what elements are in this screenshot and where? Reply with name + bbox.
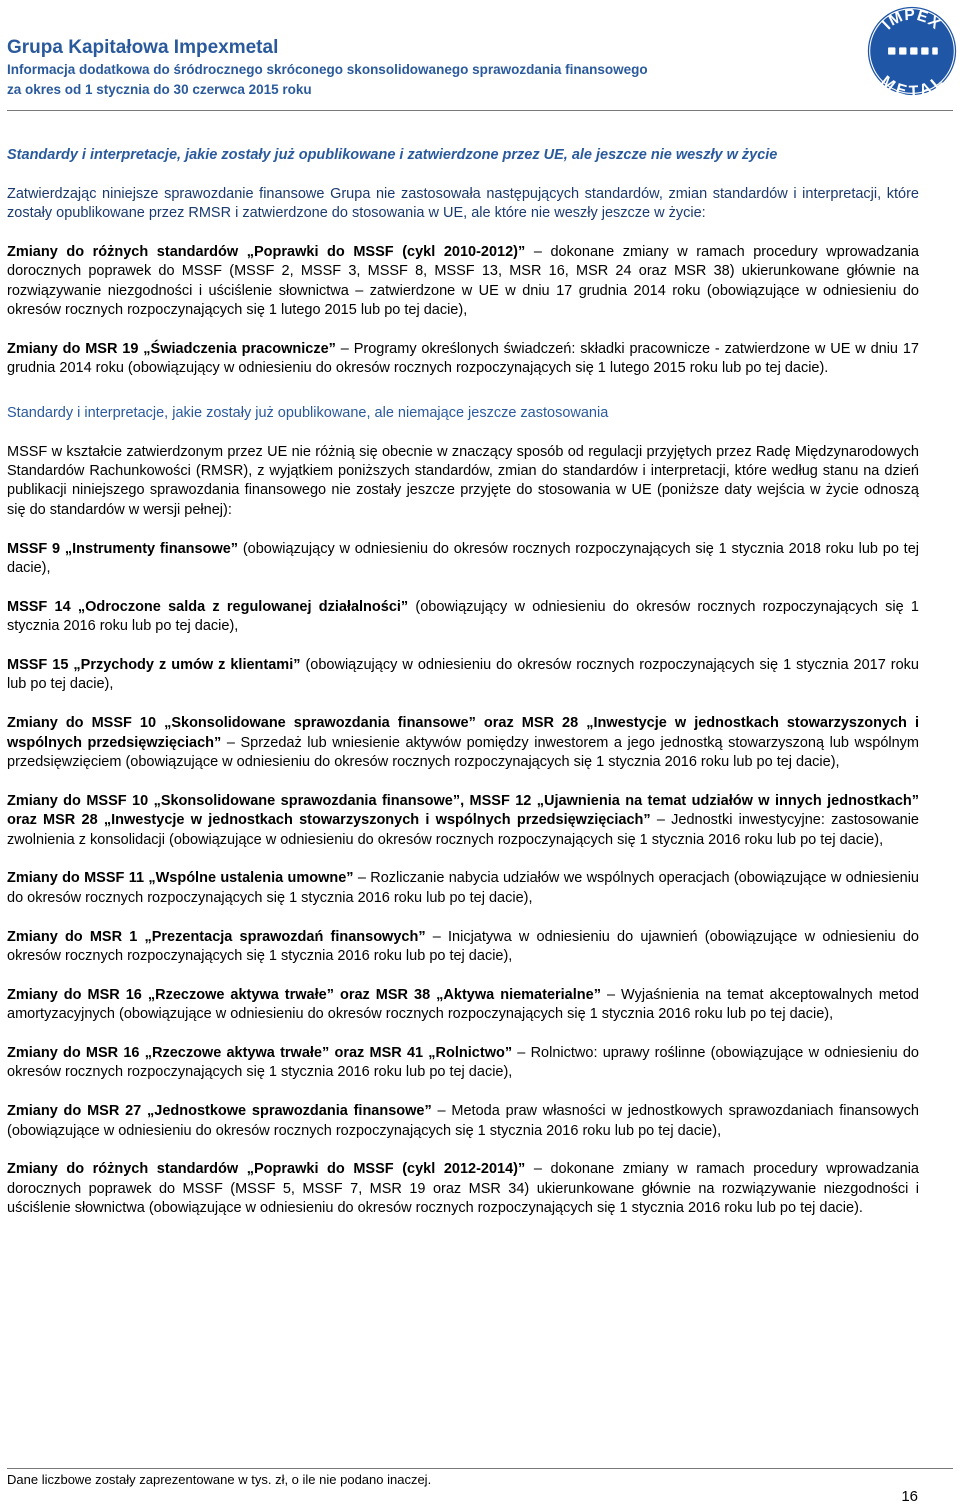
standard-title: Zmiany do MSR 16 „Rzeczowe aktywa trwałe” oraz MSR 41 „Rolnictwo” bbox=[7, 1045, 513, 1062]
standard-item bbox=[7, 1044, 919, 1083]
page-header bbox=[7, 36, 867, 100]
standard-title: Zmiany do MSSF 10 „Skonsolidowane sprawozdania finansowe” oraz MSR 28 „Inwestycje w jednostkach stowarzyszonych i wspólnych przedsięwzięciach” bbox=[7, 715, 919, 751]
pending-standards-list bbox=[7, 540, 919, 1219]
document-body bbox=[7, 146, 919, 1219]
standard-title: Zmiany do MSR 27 „Jednostkowe sprawozdania finansowe” bbox=[7, 1103, 432, 1120]
section-heading-approved: Standardy i interpretacje, jakie zostały już opublikowane i zatwierdzone przez UE, ale jeszcze nie weszły w życie bbox=[7, 147, 778, 163]
standard-title: MSSF 9 „Instrumenty finansowe” bbox=[7, 540, 239, 557]
standard-description: – Jednostki inwestycyjne: zastosowanie zwolnienia z konsolidacji (obowiązujące w odniesieniu do okresów rocznych rozpoczynających się 1 stycznia 2016 roku lub po tej dacie), bbox=[7, 812, 919, 848]
standard-description: – Rozliczanie nabycia udziałów we wspólnych operacjach (obowiązujące w odniesieniu do okresów rocznych rozpoczynających się 1 stycznia 2016 roku lub po tej dacie), bbox=[7, 870, 919, 906]
standard-description: (obowiązujący w odniesieniu do okresów rocznych rozpoczynających się 1 stycznia 2017 roku lub po tej dacie), bbox=[7, 657, 919, 693]
standard-description: – Rolnictwo: uprawy roślinne (obowiązujące w odniesieniu do okresów rocznych rozpoczynających się 1 stycznia 2016 roku lub po tej dacie), bbox=[7, 1045, 919, 1081]
standard-description: – Programy określonych świadczeń: składki pracownicze - zatwierdzone w UE w dniu 17 grudnia 2014 roku (obowiązujący w odniesieniu do okresów rocznych rozpoczynających się 1 lutego 2015 roku lub po tej dacie). bbox=[7, 341, 919, 377]
standard-title: Zmiany do różnych standardów „Poprawki do MSSF (cykl 2012-2014)” bbox=[7, 1161, 526, 1178]
standard-title: MSSF 15 „Przychody z umów z klientami” bbox=[7, 657, 301, 674]
footnote: Dane liczbowe zostały zaprezentowane w tys. zł, o ile nie podano inaczej. bbox=[7, 1472, 432, 1487]
approved-standards-list bbox=[7, 243, 919, 379]
standard-item bbox=[7, 869, 919, 908]
report-period: za okres od 1 stycznia do 30 czerwca 2015 roku bbox=[7, 82, 312, 97]
standard-description: – dokonane zmiany w ramach procedury wprowadzania dorocznych poprawek do MSSF (MSSF 5, MSSF 7, MSR 19 oraz MSR 34) ukierunkowane głównie na rozwiązywanie niezgodności i uściślenie słownictwa (obowiązujące w odniesieniu do okresów rocznych rozpoczynających się 1 stycznia 2016 roku lub po tej dacie). bbox=[7, 1161, 919, 1217]
logo-top-text: IMPEX bbox=[879, 6, 944, 34]
section-intro-approved: Zatwierdzając niniejsze sprawozdanie finansowe Grupa nie zastosowała następujących standardów, zmian standardów i interpretacji, które zostały opublikowane przez RMSR i zatwierdzone do stosowania w UE, ale które nie weszły jeszcze w życie: bbox=[7, 185, 919, 222]
report-title: Informacja dodatkowa do śródrocznego skróconego skonsolidowanego sprawozdania finansowego bbox=[7, 62, 648, 77]
standard-title: Zmiany do MSSF 11 „Wspólne ustalenia umowne” bbox=[7, 870, 354, 887]
standard-title: Zmiany do MSR 16 „Rzeczowe aktywa trwałe” oraz MSR 38 „Aktywa niematerialne” bbox=[7, 986, 601, 1003]
standard-item bbox=[7, 656, 919, 695]
standard-description: – Metoda praw własności w jednostkowych sprawozdaniach finansowych (obowiązujące w odniesieniu do okresów rocznych rozpoczynających się 1 stycznia 2016 roku lub po tej dacie), bbox=[7, 1103, 919, 1139]
logo-bottom-text: METAL bbox=[877, 72, 947, 97]
standard-item bbox=[7, 243, 919, 321]
page-number: 16 bbox=[901, 1488, 918, 1505]
header-divider bbox=[7, 110, 953, 111]
standard-description: (obowiązujący w odniesieniu do okresów rocznych rozpoczynających się 1 stycznia 2016 roku lub po tej dacie), bbox=[7, 598, 919, 635]
standard-title: Zmiany do różnych standardów „Poprawki do MSSF (cykl 2010-2012)” bbox=[7, 244, 526, 260]
standard-item bbox=[7, 1160, 919, 1218]
standard-item bbox=[7, 340, 919, 379]
standard-item bbox=[7, 928, 919, 967]
impexmetal-logo-icon bbox=[866, 5, 958, 97]
standard-item bbox=[7, 986, 919, 1025]
standard-description: (obowiązujący w odniesieniu do okresów rocznych rozpoczynających się 1 stycznia 2018 roku lub po tej dacie), bbox=[7, 540, 919, 577]
standard-description: – Inicjatywa w odniesieniu do ujawnień (obowiązujące w odniesieniu do okresów rocznych rozpoczynających się 1 stycznia 2016 roku lub po tej dacie), bbox=[7, 928, 919, 965]
standard-item bbox=[7, 714, 919, 772]
standard-description: – Wyjaśnienia na temat akceptowalnych metod amortyzacyjnych (obowiązujące w odniesieniu do okresów rocznych rozpoczynających się 1 stycznia 2016 roku lub po tej dacie), bbox=[7, 986, 919, 1023]
standard-item bbox=[7, 540, 919, 579]
section-intro-not-applied: MSSF w kształcie zatwierdzonym przez UE nie różnią się obecnie w znaczący sposób od regulacji przyjętych przez Radę Międzynarodowych Standardów Rachunkowości (RMSR), z wyjątkiem poniższych standardów, zmian do standardów i interpretacji, które według stanu na dzień publikacji niniejszego sprawozdania finansowego nie zostały jeszcze przyjęte do stosowania w UE (poniższe daty wejścia w życie odnoszą się do standardów w wersji pełnej): bbox=[7, 443, 919, 518]
company-name: Grupa Kapitałowa Impexmetal bbox=[7, 37, 279, 58]
section-heading-not-applied: Standardy i interpretacje, jakie zostały już opublikowane, ale niemające jeszcze zastosowania bbox=[7, 404, 609, 421]
standard-item bbox=[7, 792, 919, 850]
standard-title: Zmiany do MSR 19 „Świadczenia pracownicze” bbox=[7, 341, 336, 358]
standard-item bbox=[7, 1102, 919, 1141]
standard-description: – dokonane zmiany w ramach procedury wprowadzania dorocznych poprawek do MSSF (MSSF 2, MSSF 3, MSSF 8, MSSF 13, MSR 16, MSR 24 oraz MSR 38) ukierunkowane głównie na rozwiązywanie niezgodności i uściślenie słownictwa – zatwierdzone w UE w dniu 17 grudnia 2014 roku (obowiązujące w odniesieniu do okresów rocznych rozpoczynających się 1 lutego 2015 lub po tej dacie), bbox=[7, 244, 919, 319]
standard-item bbox=[7, 598, 919, 637]
standard-title: Zmiany do MSR 1 „Prezentacja sprawozdań finansowych” bbox=[7, 928, 426, 945]
footer-divider bbox=[7, 1468, 953, 1469]
standard-title: MSSF 14 „Odroczone salda z regulowanej działalności” bbox=[7, 598, 409, 615]
standard-title: Zmiany do MSSF 10 „Skonsolidowane sprawozdania finansowe”, MSSF 12 „Ujawnienia na temat udziałów w innych jednostkach” oraz MSR 28 „Inwestycje w jednostkach stowarzyszonych i wspólnych przedsięwzięciach” bbox=[7, 792, 919, 829]
standard-description: – Sprzedaż lub wniesienie aktywów pomiędzy inwestorem a jego jednostką stowarzyszoną lub wspólnym przedsięwzięciem (obowiązujące w odniesieniu do okresów rocznych rozpoczynających się 1 stycznia 2016 roku lub po tej dacie), bbox=[7, 734, 919, 771]
